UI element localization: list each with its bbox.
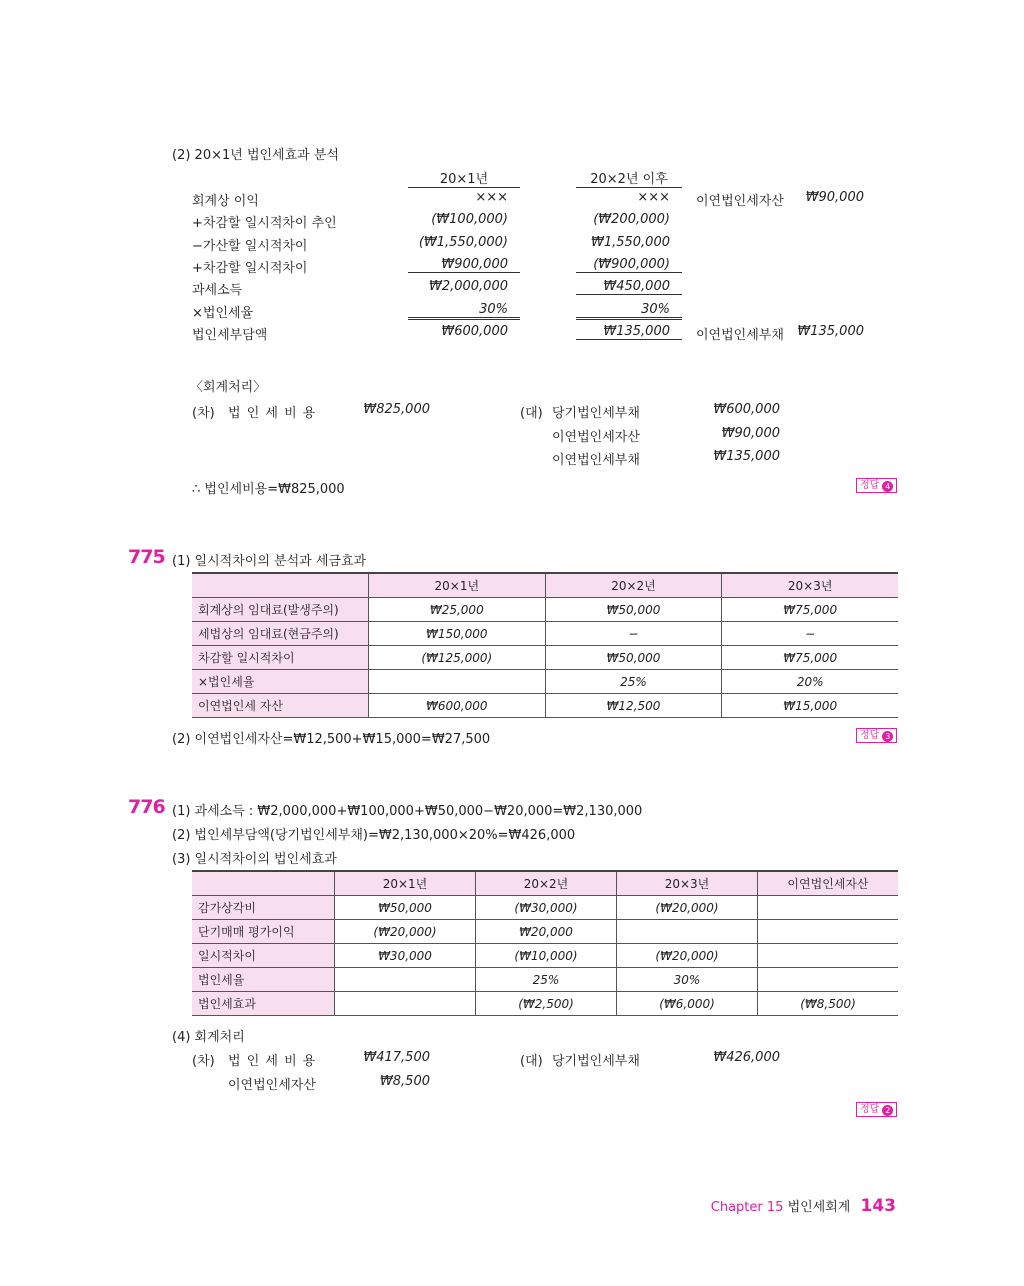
column-header: 20×1년 xyxy=(408,168,520,188)
answer-label: 정답 xyxy=(860,1104,880,1115)
table-row xyxy=(192,920,898,944)
table-row xyxy=(192,598,898,622)
table-cell xyxy=(758,944,899,968)
table-header-row xyxy=(192,573,898,598)
answer-label: 정답 xyxy=(860,480,880,491)
row-header: 이연법인세 자산 xyxy=(192,694,368,718)
debit-account: 법 인 세 비 용 xyxy=(228,406,317,421)
table-row xyxy=(192,646,898,670)
table-cell xyxy=(758,920,899,944)
row-label: 회계상 이익 xyxy=(192,194,259,209)
credit-amount: ₩600,000 xyxy=(713,402,780,417)
analysis-table xyxy=(192,572,898,718)
table-row xyxy=(192,670,898,694)
row-value-20x1: ₩900,000 xyxy=(408,257,520,273)
table-cell: 25% xyxy=(545,670,722,694)
answer-number: 2 xyxy=(882,1105,893,1116)
journal-title: 〈회계처리〉 xyxy=(190,380,267,395)
column-header: 20×3년 xyxy=(617,871,758,896)
row-value-20x2: (₩200,000) xyxy=(593,212,670,228)
table-cell: ₩50,000 xyxy=(545,646,722,670)
row-header: 세법상의 임대료(현금주의) xyxy=(192,622,368,646)
table-cell: ₩75,000 xyxy=(722,646,898,670)
side-amount: ₩90,000 xyxy=(805,190,864,205)
item-text: (2) 법인세부담액(당기법인세부채)=₩2,130,000×20%=₩426,000 xyxy=(172,828,576,843)
row-header: 감가상각비 xyxy=(192,896,335,920)
item-text: (1) 과세소득 : ₩2,000,000+₩100,000+₩50,000−₩20,000=₩2,130,000 xyxy=(172,804,643,819)
row-value-20x2: 30% xyxy=(576,302,682,320)
row-value-20x2: ××× xyxy=(637,190,670,205)
table-cell xyxy=(368,670,545,694)
table-cell xyxy=(335,992,476,1016)
row-value-20x1: (₩1,550,000) xyxy=(418,234,508,250)
page-number: 143 xyxy=(860,1196,896,1216)
row-value-20x1: ₩2,000,000 xyxy=(428,279,508,295)
column-header: 20×2년 이후 xyxy=(576,168,682,188)
table-header-row xyxy=(192,871,898,896)
table-cell: (₩6,000) xyxy=(617,992,758,1016)
answer-badge xyxy=(856,478,897,493)
row-value-20x2: ₩1,550,000 xyxy=(590,234,670,250)
table-cell: 30% xyxy=(617,968,758,992)
credit-account: 이연법인세자산 xyxy=(552,429,640,445)
column-header xyxy=(192,871,335,896)
table-cell: ₩50,000 xyxy=(335,896,476,920)
table-cell: 20% xyxy=(722,670,898,694)
answer-label: 정답 xyxy=(860,730,880,741)
table-cell xyxy=(617,920,758,944)
column-header: 20×2년 xyxy=(476,871,617,896)
item-text: (2) 이연법인세자산=₩12,500+₩15,000=₩27,500 xyxy=(172,732,491,747)
table-row xyxy=(192,992,898,1016)
side-account: 이연법인세자산 xyxy=(696,194,784,209)
table-cell: (₩125,000) xyxy=(368,646,545,670)
credit-account: 당기법인세부채 xyxy=(552,1054,640,1069)
column-header: 이연법인세자산 xyxy=(758,871,899,896)
debit-account: 이연법인세자산 xyxy=(228,1077,316,1093)
table-cell: 25% xyxy=(476,968,617,992)
row-label: ×법인세율 xyxy=(192,305,254,321)
table-cell: ₩25,000 xyxy=(368,598,545,622)
section-heading: (2) 20×1년 법인세효과 분석 xyxy=(172,148,339,163)
column-header: 20×1년 xyxy=(368,573,545,598)
row-label: −가산할 일시적차이 xyxy=(192,238,308,254)
item-text: (4) 회계처리 xyxy=(172,1030,245,1045)
table-cell: ₩600,000 xyxy=(368,694,545,718)
credit-amount: ₩426,000 xyxy=(713,1050,780,1065)
table-cell: (₩8,500) xyxy=(758,992,899,1016)
table-cell: ₩12,500 xyxy=(545,694,722,718)
debit-amount: ₩825,000 xyxy=(363,402,430,417)
table-cell: − xyxy=(722,622,898,646)
table-cell: ₩20,000 xyxy=(476,920,617,944)
debit-prefix: (차) xyxy=(192,406,215,421)
row-value-20x2: ₩135,000 xyxy=(576,324,682,340)
credit-amount: ₩90,000 xyxy=(721,425,780,441)
row-value-20x2: ₩450,000 xyxy=(576,279,682,295)
question-number: 776 xyxy=(128,796,165,818)
debit-account: 법 인 세 비 용 xyxy=(228,1054,317,1069)
table-cell xyxy=(758,896,899,920)
column-header: 20×1년 xyxy=(335,871,476,896)
table-cell: (₩20,000) xyxy=(617,944,758,968)
table-cell: ₩150,000 xyxy=(368,622,545,646)
table-row xyxy=(192,694,898,718)
answer-number: 4 xyxy=(882,481,893,492)
debit-amount: ₩417,500 xyxy=(363,1050,430,1065)
table-cell: ₩75,000 xyxy=(722,598,898,622)
table-cell: (₩20,000) xyxy=(617,896,758,920)
item-heading: (1) 일시적차이의 분석과 세금효과 xyxy=(172,554,367,569)
credit-account: 당기법인세부채 xyxy=(552,406,640,421)
column-header: 20×2년 xyxy=(545,573,722,598)
row-value-20x1: ₩600,000 xyxy=(441,323,508,339)
row-header: 법인세율 xyxy=(192,968,335,992)
row-label: 법인세부담액 xyxy=(192,327,268,343)
row-header: 차감할 일시적차이 xyxy=(192,646,368,670)
table-cell: (₩30,000) xyxy=(476,896,617,920)
row-header: 단기매매 평가이익 xyxy=(192,920,335,944)
answer-badge xyxy=(856,728,897,743)
debit-prefix: (차) xyxy=(192,1054,215,1069)
row-label: +차감할 일시적차이 추인 xyxy=(192,216,337,232)
credit-account: 이연법인세부채 xyxy=(552,453,640,468)
credit-prefix: (대) xyxy=(520,1054,543,1069)
table-row xyxy=(192,622,898,646)
row-label: 과세소득 xyxy=(192,283,243,299)
row-value-20x1: 30% xyxy=(408,302,520,320)
table-cell: (₩20,000) xyxy=(335,920,476,944)
table-row xyxy=(192,968,898,992)
table-cell: (₩10,000) xyxy=(476,944,617,968)
conclusion: ∴ 법인세비용=₩825,000 xyxy=(192,482,345,497)
row-value-20x1: ××× xyxy=(475,190,508,205)
row-value-20x1: (₩100,000) xyxy=(431,212,508,228)
table-row xyxy=(192,944,898,968)
row-header: 회계상의 임대료(발생주의) xyxy=(192,598,368,622)
row-value-20x2: (₩900,000) xyxy=(576,257,682,273)
row-label: +차감할 일시적차이 xyxy=(192,260,308,276)
row-header: ×법인세율 xyxy=(192,670,368,694)
table-cell: − xyxy=(545,622,722,646)
table-cell: (₩2,500) xyxy=(476,992,617,1016)
answer-number: 3 xyxy=(882,731,893,742)
column-header xyxy=(192,573,368,598)
item-text: (3) 일시적차이의 법인세효과 xyxy=(172,852,337,867)
answer-badge xyxy=(856,1102,897,1117)
table-cell xyxy=(758,968,899,992)
side-amount: ₩135,000 xyxy=(797,323,864,339)
page-footer xyxy=(711,1196,896,1216)
table-row xyxy=(192,896,898,920)
question-number: 775 xyxy=(128,546,165,568)
tax-effect-table xyxy=(192,870,898,1016)
chapter-label: Chapter 15 xyxy=(710,1200,784,1215)
credit-prefix: (대) xyxy=(520,406,543,421)
table-cell xyxy=(335,968,476,992)
table-cell: ₩15,000 xyxy=(722,694,898,718)
table-cell: ₩50,000 xyxy=(545,598,722,622)
chapter-title: 법인세회계 xyxy=(787,1200,851,1215)
table-cell: ₩30,000 xyxy=(335,944,476,968)
side-account: 이연법인세부채 xyxy=(696,327,784,343)
column-header: 20×3년 xyxy=(722,573,898,598)
credit-amount: ₩135,000 xyxy=(713,449,780,464)
debit-amount: ₩8,500 xyxy=(379,1073,430,1089)
row-header: 법인세효과 xyxy=(192,992,335,1016)
row-header: 일시적차이 xyxy=(192,944,335,968)
